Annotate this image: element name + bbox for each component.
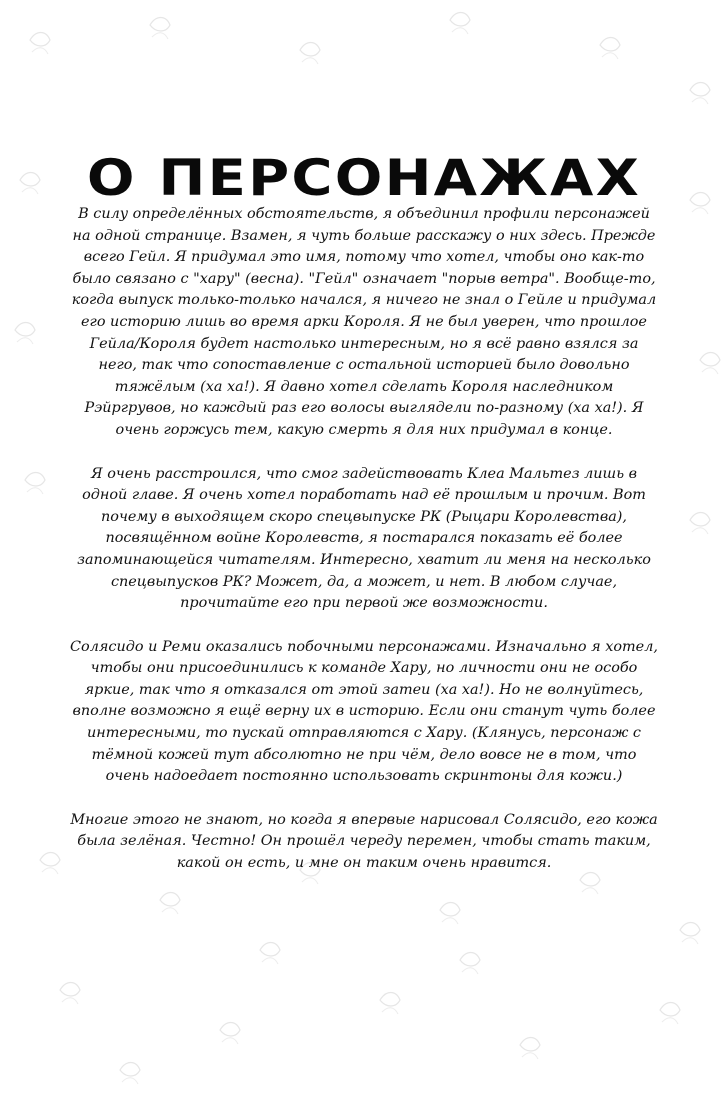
paragraph-solasido-skin: Многие этого не знают, но когда я впервые нарисовал Солясидо, его кожа была зелёная. Честно! Он прошёл череду перемен, чтобы стать таким, какой он есть, и мне он таким очень нравится.	[70, 811, 658, 872]
article-body	[70, 204, 658, 897]
paragraph-clea-maltese: Я очень расстроился, что смог задействовать Клеа Мальтез лишь в одной главе. Я очень хотел поработать над её прошлым и прочим. Вот почему в выходящем скоро спецвыпуске РК (Рыцари Королевства), посвящённом войне Королевств, я постарался показать её более запоминающейся читателям. Интересно, хватит ли меня на несколько спецвыпусков РК? Может, да, а может, и нет. В любом случае, прочитайте его при первой же возможности.	[77, 465, 651, 612]
paragraph-gale: В силу определённых обстоятельств, я объединил профили персонажей на одной странице. Взамен, я чуть больше расскажу о них здесь. Прежде всего Гейл. Я придумал это имя, потому что хотел, чтобы оно как-то было связано с "хару" (весна). "Гейл" означает "порыв ветра". Вообще-то, когда выпуск только-только начался, я ничего не знал о Гейле и придумал его историю лишь во время арки Короля. Я не был уверен, что прошлое Гейла/Короля будет настолько интересным, но я всё равно взялся за него, так что сопоставление с остальной историей было довольно тяжёлым (ха ха!). Я давно хотел сделать Короля наследником Рэйргрувов, но каждый раз его волосы выглядели по-разному (ха ха!). Я очень горжусь тем, какую смерть я для них придумал в конце.	[71, 206, 657, 438]
paragraph-solasido-remi: Солясидо и Реми оказались побочными персонажами. Изначально я хотел, чтобы они присоединились к команде Хару, но личности они не особо яркие, так что я отказался от этой затеи (ха ха!). Но не волнуйтесь, вполне возможно я ещё верну их в историю. Если они станут чуть более интересными, то пускай отправляются с Хару. (Клянусь, персонаж с тёмной кожей тут абсолютно не при чём, дело вовсе не в том, что очень надоедает постоянно использовать скринтоны для кожи.)	[70, 638, 658, 785]
page-title: О ПЕРСОНАЖАХ	[86, 148, 642, 207]
